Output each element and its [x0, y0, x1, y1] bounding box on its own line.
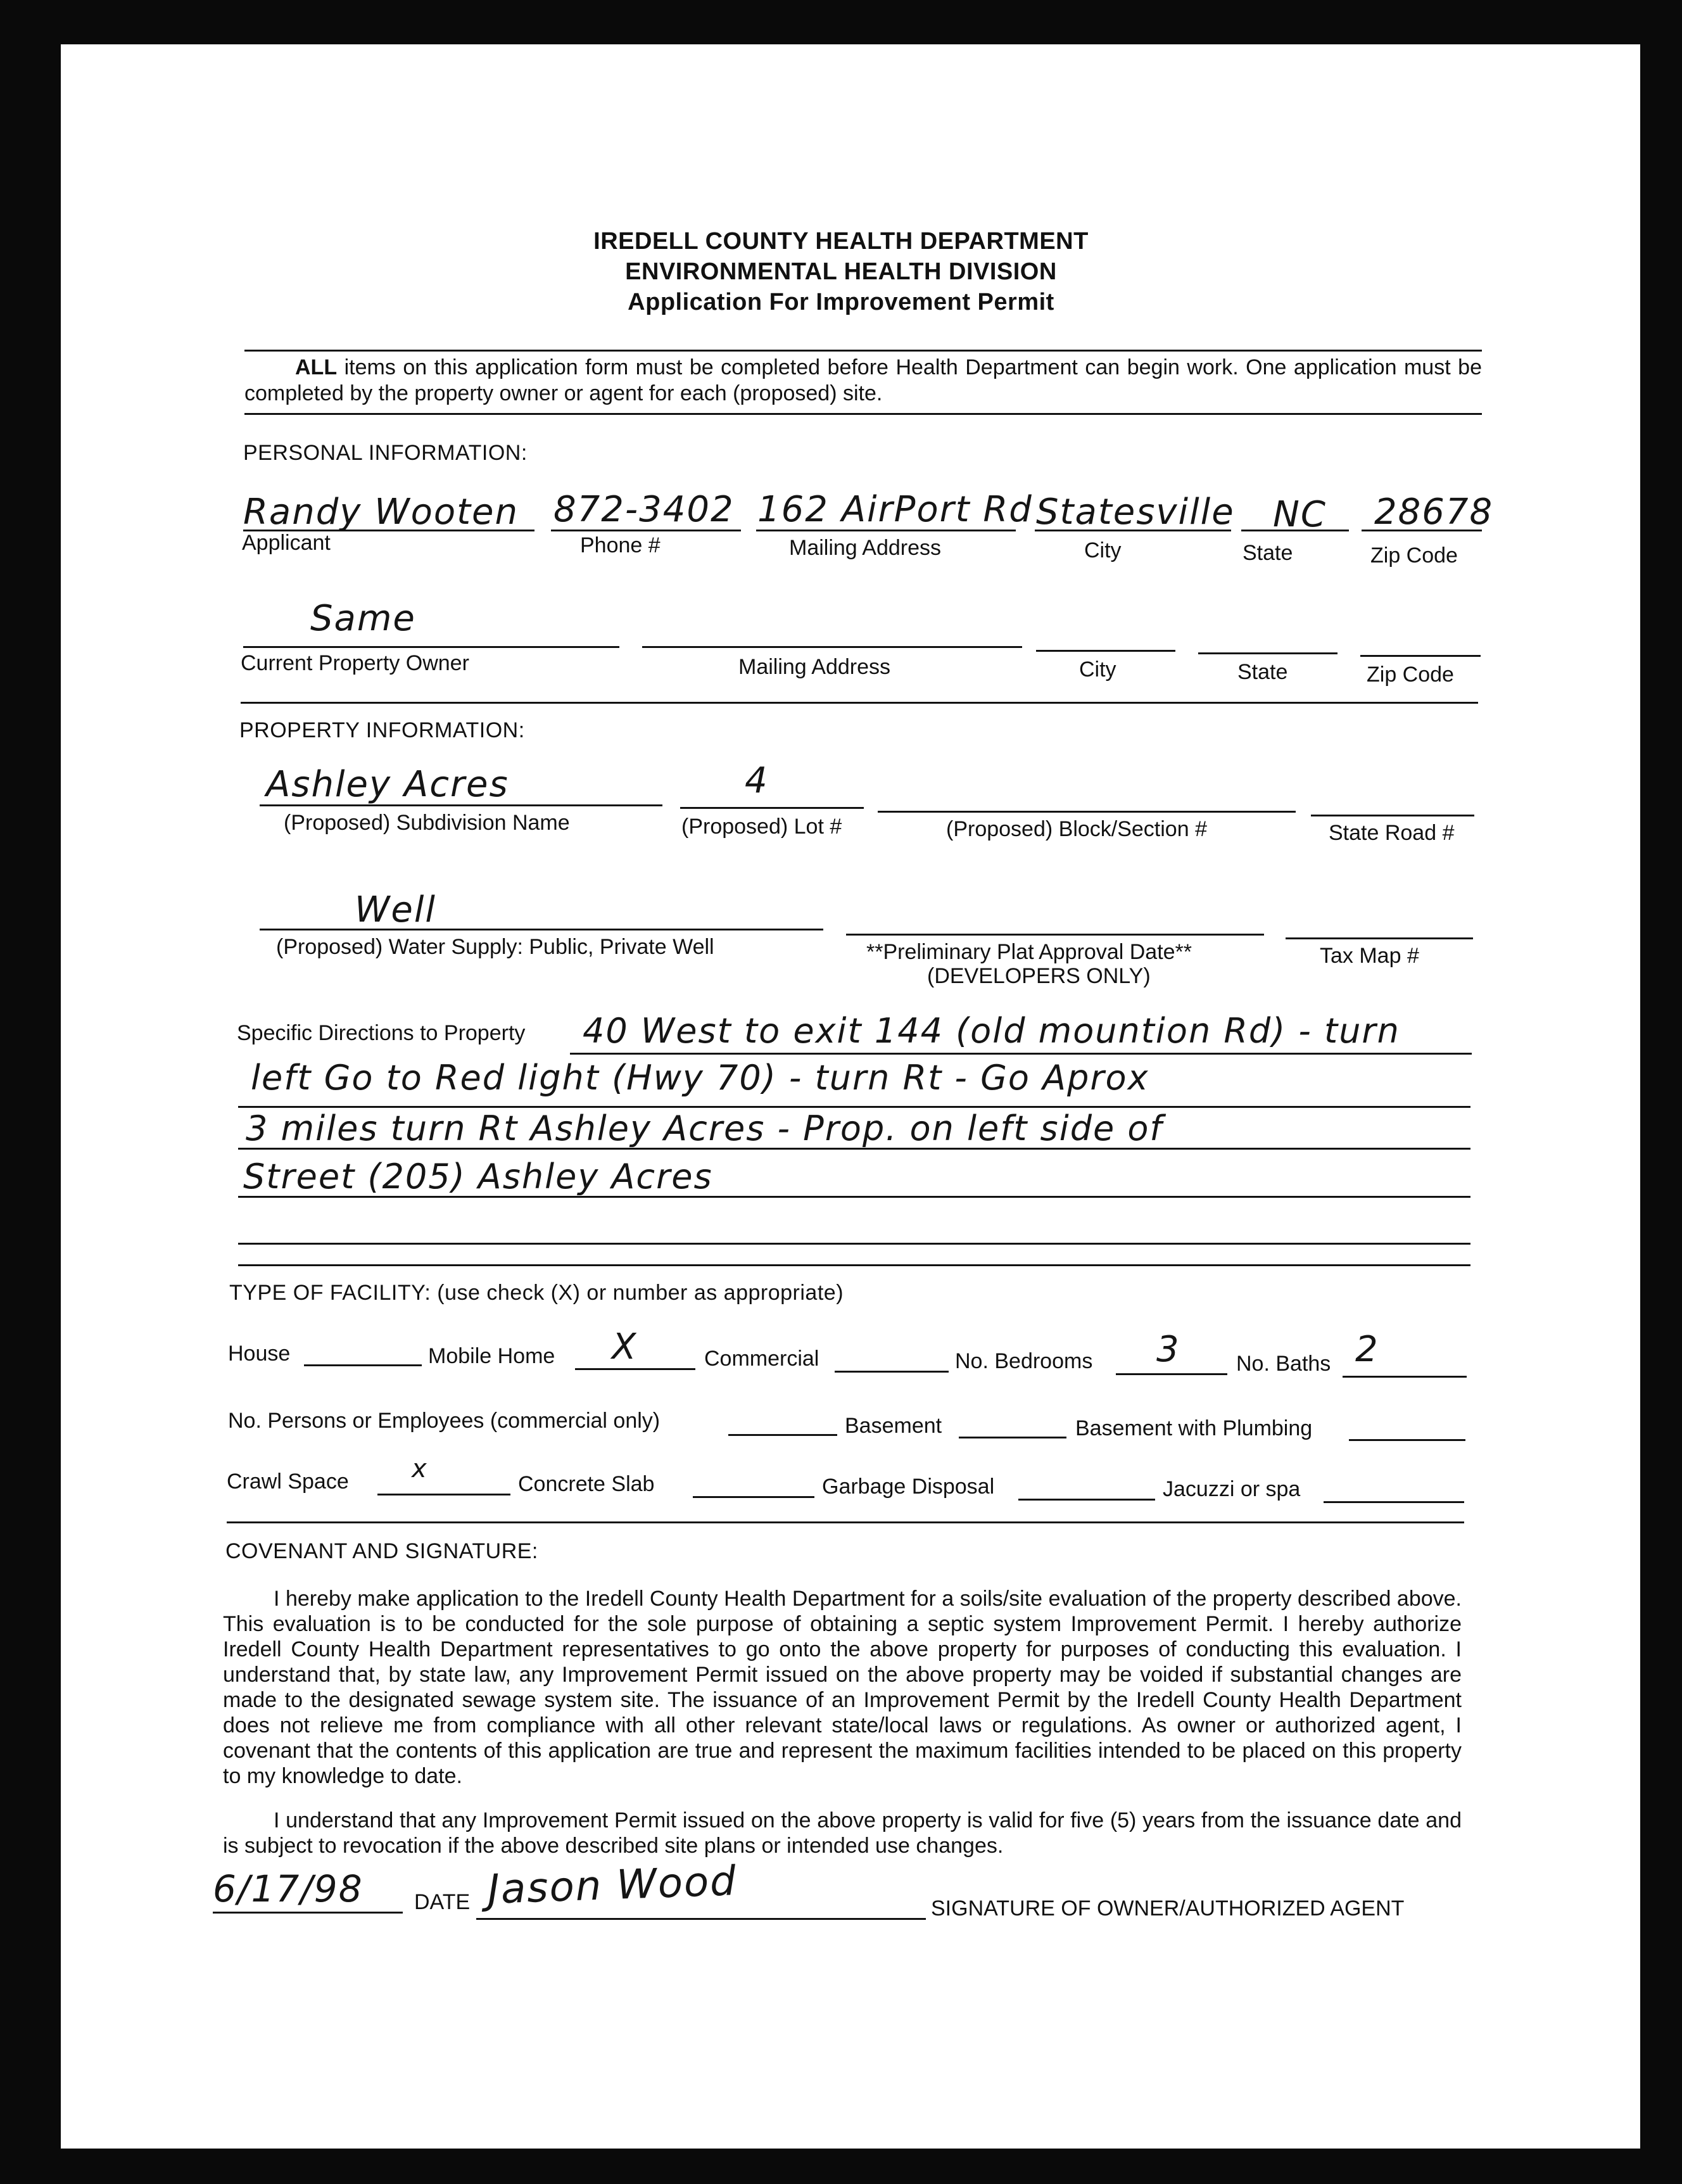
- property-section-title: PROPERTY INFORMATION:: [239, 718, 525, 742]
- date-value: 6/17/98: [213, 1867, 364, 1910]
- subdivision-line: [260, 804, 662, 806]
- intro-body: items on this application form must be completed before Health Department can begin work. One application must be completed by the property owner or agent for each (proposed) site.: [244, 355, 1482, 405]
- block-label: (Proposed) Block/Section #: [946, 817, 1207, 841]
- scan-border-right: [1640, 0, 1682, 2184]
- jacuzzi-line: [1324, 1501, 1464, 1503]
- rule-property: [238, 1264, 1470, 1266]
- taxmap-label: Tax Map #: [1320, 944, 1419, 968]
- applicant-zip-value: 28678: [1374, 492, 1494, 533]
- slab-label: Concrete Slab: [518, 1472, 655, 1496]
- commercial-line: [835, 1371, 949, 1373]
- water-label: (Proposed) Water Supply: Public, Private Well: [276, 935, 714, 959]
- applicant-address-value: 162 AirPort Rd: [757, 489, 1033, 530]
- scan-border-bottom: [0, 2149, 1682, 2184]
- persons-line: [728, 1434, 837, 1436]
- signature-label: SIGNATURE OF OWNER/AUTHORIZED AGENT: [931, 1896, 1405, 1921]
- directions-line2: left Go to Red light (Hwy 70) - turn Rt - Go Aprox: [251, 1058, 1149, 1098]
- phone-label: Phone #: [580, 533, 661, 557]
- persons-label: No. Persons or Employees (commercial only): [228, 1409, 661, 1433]
- directions-line3: 3 miles turn Rt Ashley Acres - Prop. on left side of: [246, 1108, 1163, 1148]
- zip-label: Zip Code: [1370, 543, 1458, 568]
- owner-zip-line: [1360, 655, 1481, 657]
- subdivision-label: (Proposed) Subdivision Name: [284, 811, 570, 835]
- header-line1: IREDELL COUNTY HEALTH DEPARTMENT: [593, 228, 1089, 255]
- basement-plumbing-label: Basement with Plumbing: [1075, 1416, 1313, 1440]
- date-label: DATE: [414, 1890, 471, 1914]
- signature: Jason Wood: [486, 1858, 738, 1914]
- road-line: [1311, 815, 1474, 816]
- house-label: House: [228, 1342, 291, 1366]
- intro-bold: ALL: [295, 355, 338, 379]
- taxmap-line: [1286, 937, 1473, 939]
- bedrooms-label: No. Bedrooms: [955, 1349, 1093, 1373]
- owner-state-line: [1198, 652, 1337, 654]
- header-line3: Application For Improvement Permit: [628, 289, 1054, 315]
- header-line2: ENVIRONMENTAL HEALTH DIVISION: [625, 258, 1057, 285]
- owner-mailing-label: Mailing Address: [738, 655, 891, 679]
- applicant-phone-line: [551, 530, 741, 531]
- mobile-label: Mobile Home: [428, 1344, 555, 1368]
- personal-section-title: PERSONAL INFORMATION:: [243, 441, 528, 465]
- baths-line: [1343, 1376, 1467, 1378]
- mailing-label: Mailing Address: [789, 536, 942, 560]
- bedrooms-value: 3: [1156, 1329, 1180, 1370]
- slab-line: [693, 1496, 814, 1498]
- crawl-line: [377, 1494, 510, 1495]
- mobile-line: [575, 1368, 695, 1370]
- owner-label: Current Property Owner: [241, 651, 469, 675]
- directions-rule3: [238, 1148, 1470, 1150]
- directions-label: Specific Directions to Property: [237, 1021, 526, 1045]
- rule-facility: [227, 1521, 1464, 1523]
- owner-city-line: [1036, 650, 1175, 652]
- block-line: [878, 811, 1296, 813]
- applicant-state-value: NC: [1273, 494, 1327, 535]
- rule-top: [244, 350, 1482, 352]
- covenant-section-title: COVENANT AND SIGNATURE:: [225, 1539, 538, 1563]
- owner-address-line: [642, 646, 1022, 648]
- applicant-city-line: [1035, 530, 1231, 531]
- directions-rule2: [238, 1106, 1470, 1108]
- covenant-para2: I understand that any Improvement Permit issued on the above property is valid for five (5) years from the issuance date and is subject to revocation if the above described site plans or intended use changes.: [223, 1808, 1462, 1858]
- applicant-label: Applicant: [242, 531, 331, 555]
- lot-label: (Proposed) Lot #: [681, 815, 842, 839]
- baths-label: No. Baths: [1236, 1352, 1331, 1376]
- baths-value: 2: [1355, 1329, 1379, 1370]
- bedrooms-line: [1116, 1373, 1227, 1375]
- covenant-para1: I hereby make application to the Iredell County Health Department for a soils/site evaluation of the property described above. This evaluation is to be conducted for the sole purpose of obtaining a septic system Improvement Permit. I hereby authorize Iredell County Health Department representatives to go onto the above property for purposes of conducting this evaluation. I understand that, by state law, any Improvement Permit issued on the above property may be voided if substantial changes are made to the designated sewage system site. The issuance of an Improvement Permit by the Iredell County Health Department does not relieve me from compliance with all other relevant state/local laws or regulations. As owner or authorized agent, I covenant that the contents of this application are true and represent the maximum facilities intended to be placed on this property to my knowledge to date.: [223, 1587, 1462, 1788]
- directions-line1: 40 West to exit 144 (old mountion Rd) - turn: [583, 1011, 1400, 1051]
- plat-note: (DEVELOPERS ONLY): [927, 964, 1151, 988]
- scan-border-top: [0, 0, 1682, 44]
- commercial-label: Commercial: [704, 1347, 819, 1371]
- intro-text: [244, 355, 1482, 407]
- directions-rule5: [238, 1243, 1470, 1245]
- applicant-state-line: [1241, 530, 1349, 531]
- owner-zip-label: Zip Code: [1367, 663, 1454, 687]
- basement-line: [959, 1437, 1066, 1438]
- plat-line: [846, 934, 1264, 936]
- rule-personal: [241, 702, 1478, 704]
- scan-border-left: [0, 0, 61, 2184]
- owner-value: Same: [310, 598, 416, 639]
- garbage-label: Garbage Disposal: [822, 1475, 995, 1499]
- mobile-value: X: [612, 1326, 638, 1368]
- basement-plumbing-line: [1349, 1439, 1465, 1441]
- applicant-address-line: [756, 530, 1016, 531]
- date-line: [213, 1912, 403, 1914]
- lot-value: 4: [745, 760, 769, 801]
- directions-rule4: [238, 1196, 1470, 1198]
- owner-city-label: City: [1079, 657, 1116, 682]
- road-label: State Road #: [1329, 821, 1455, 845]
- signature-line: [476, 1918, 926, 1920]
- jacuzzi-label: Jacuzzi or spa: [1163, 1477, 1301, 1501]
- crawl-value: x: [412, 1454, 428, 1483]
- applicant-zip-line: [1362, 530, 1482, 531]
- lot-line: [680, 807, 864, 809]
- water-line: [260, 929, 823, 930]
- city-label: City: [1084, 538, 1122, 562]
- owner-state-label: State: [1237, 660, 1288, 684]
- applicant-phone-value: 872-3402: [553, 489, 735, 530]
- directions-line4: Street (205) Ashley Acres: [243, 1157, 713, 1197]
- subdivision-value: Ashley Acres: [266, 764, 509, 805]
- rule-intro: [244, 413, 1482, 415]
- applicant-name-value: Randy Wooten: [243, 492, 519, 533]
- house-line: [304, 1364, 422, 1366]
- state-label: State: [1243, 541, 1293, 565]
- facility-section-title: TYPE OF FACILITY: (use check (X) or number as appropriate): [229, 1281, 844, 1305]
- crawl-label: Crawl Space: [227, 1470, 349, 1494]
- directions-rule1: [570, 1053, 1472, 1055]
- owner-line: [243, 646, 619, 648]
- applicant-city-value: Statesville: [1036, 492, 1235, 533]
- garbage-line: [1018, 1499, 1155, 1501]
- basement-label: Basement: [845, 1414, 942, 1438]
- plat-label: **Preliminary Plat Approval Date**: [866, 940, 1192, 964]
- water-value: Well: [355, 889, 436, 930]
